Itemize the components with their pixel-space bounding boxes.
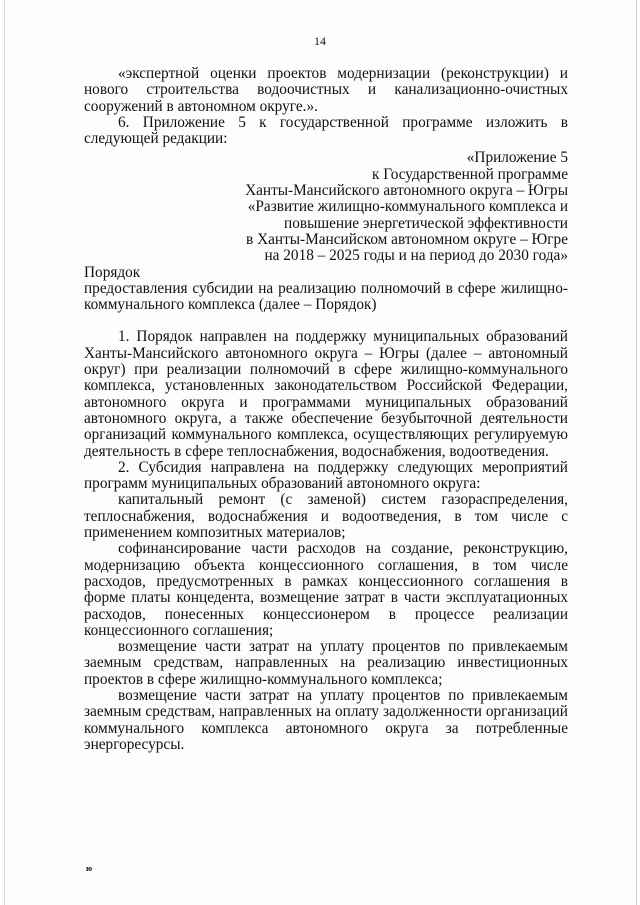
appendix-header <box>84 150 568 264</box>
paragraph-item-6: 6. Приложение 5 к государственной программе изложить в следующей редакции: <box>84 113 568 148</box>
paragraph-1: 1. Порядок направлен на поддержку муниципальных образований Ханты-Мансийского автономного округа – Югры (далее – автономный округ) при реализации полномочий в сфере жилищно-коммунального комплекса, установленных законодательством Российской Федерации, автономного округа и программами муниципальных образований автономного округа, а также обеспечение безубыточной деятельности организаций коммунального комплекса, осуществляющих регулируемую деятельность в сфере теплоснабжения, водоснабжения, водоотведения. <box>84 328 568 460</box>
appendix-line: на 2018 – 2025 годы и на период до 2030 года» <box>264 247 568 265</box>
appendix-line: Ханты-Мансийского автономного округа – Югры <box>245 182 568 200</box>
paragraph-intro-quote: «экспертной оценки проектов модернизации (реконструкции) и нового строительства водоочистных и канализационно-очистных сооружений в автономном округе.». <box>84 65 568 115</box>
scan-edge-left <box>4 0 5 905</box>
appendix-line: повышение энергетической эффективности <box>284 214 568 232</box>
list-item-cofinancing: софинансирование части расходов на создание, реконструкцию, модернизацию объекта концессионного соглашения, в том числе расходов, предусмотренных в рамках концессионного соглашения в форме платы концедента, возмещение затрат в части эксплуатационных расходов, понесенных концессионером в процессе реализации концессионного соглашения; <box>84 540 568 639</box>
page-number: 14 <box>314 34 326 48</box>
document-title: Порядок <box>84 263 141 281</box>
appendix-line: к Государственной программе <box>371 165 568 183</box>
appendix-line: «Приложение 5 <box>466 149 568 167</box>
footer-mark: ю <box>86 864 93 873</box>
paragraph-2: 2. Субсидия направлена на поддержку следующих мероприятий программ муниципальных образований автономного округа: <box>84 458 568 493</box>
list-item-interest-investment: возмещение части затрат на уплату процентов по привлекаемым заемным средствам, направленных на реализацию инвестиционных проектов в сфере жилищно-коммунального комплекса; <box>84 638 568 688</box>
document-body <box>84 66 568 753</box>
list-item-interest-debt: возмещение части затрат на уплату процентов по привлекаемым заемным средствам, направленных на оплату задолженности организаций коммунального комплекса автономного округа за потребленные энергоресурсы. <box>84 686 568 753</box>
scan-edge-right <box>636 0 637 905</box>
document-subtitle: предоставления субсидии на реализацию полномочий в сфере жилищно-коммунального комплекса (далее – Порядок) <box>84 279 568 314</box>
appendix-line: «Развитие жилищно-коммунального комплекса и <box>247 198 568 216</box>
list-item-capital-repair: капитальный ремонт (с заменой) систем газораспределения, теплоснабжения, водоснабжения и водоотведения, в том числе с применением композитных материалов; <box>84 491 568 542</box>
appendix-line: в Ханты-Мансийском автономном округе – Югре <box>246 230 568 248</box>
